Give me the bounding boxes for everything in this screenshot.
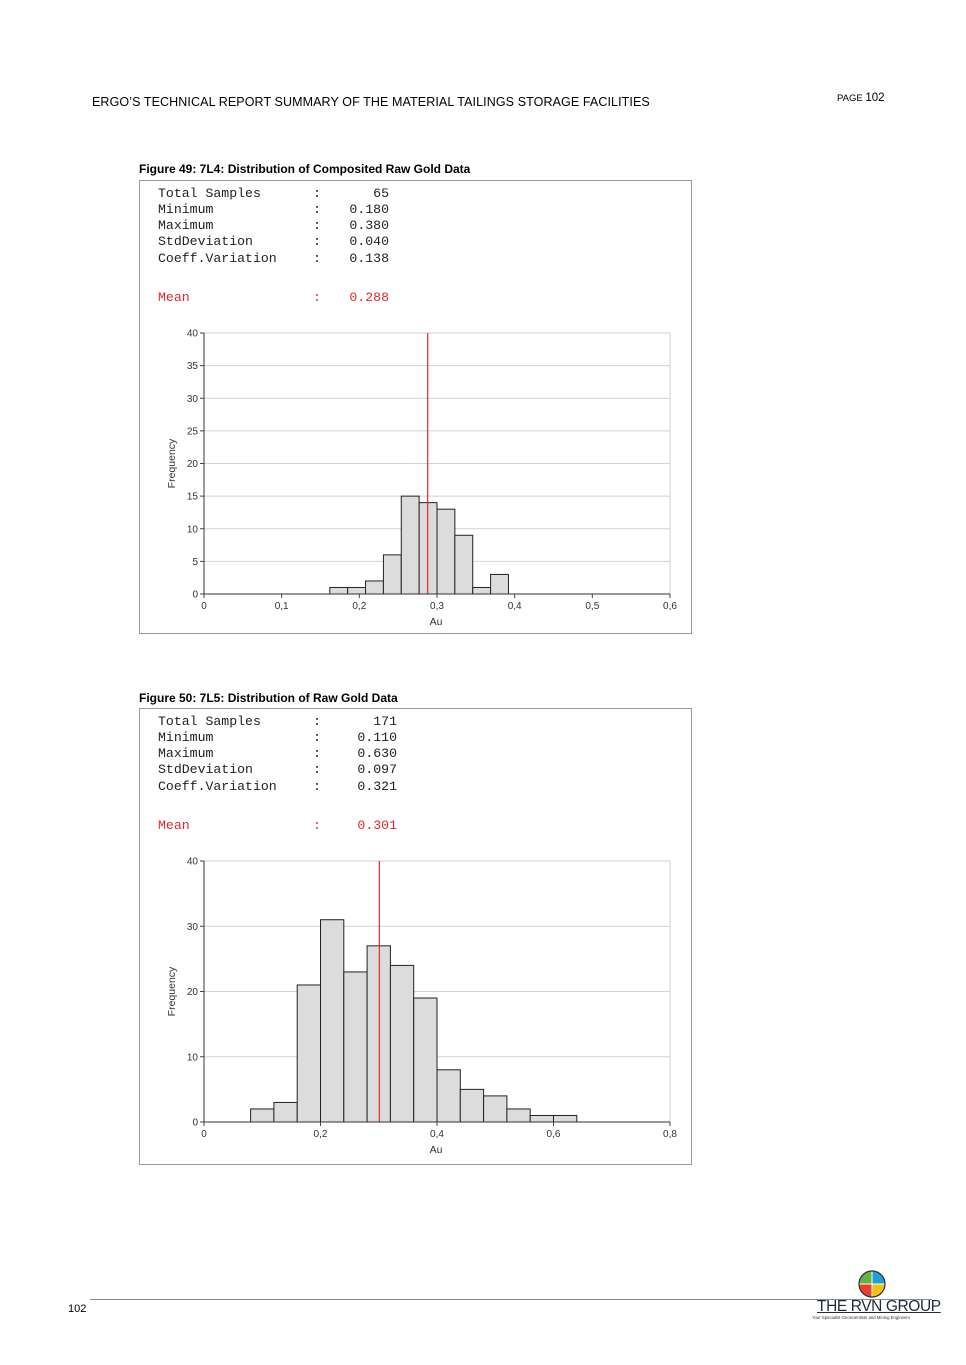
figure-49-caption: Figure 49: 7L4: Distribution of Composited Raw Gold Data — [139, 162, 471, 176]
stat-label: Maximum — [158, 746, 214, 761]
stat-separator: : — [313, 234, 321, 249]
stat-label: StdDeviation — [158, 762, 253, 777]
stat-value: 0.110 — [357, 730, 397, 745]
mean-value: 0.288 — [349, 290, 389, 305]
histogram-bar — [530, 1115, 553, 1122]
page-prefix: PAGE — [837, 93, 863, 104]
x-tick-label: 0,5 — [585, 601, 600, 612]
figure-50-histogram — [140, 709, 693, 1166]
x-tick-label: 0,6 — [663, 601, 677, 612]
stat-value: 0.180 — [349, 202, 389, 217]
histogram-bar — [473, 587, 491, 594]
stat-separator: : — [313, 186, 321, 201]
histogram-bar — [437, 509, 455, 594]
stat-label: Coeff.Variation — [158, 251, 277, 266]
figure-49-histogram — [140, 181, 693, 635]
stat-value: 0.097 — [357, 762, 397, 777]
y-tick-label: 40 — [186, 856, 198, 868]
x-axis-label: Au — [429, 1144, 443, 1156]
stat-separator: : — [313, 730, 321, 745]
y-tick-label: 20 — [186, 459, 198, 470]
y-tick-label: 20 — [186, 987, 198, 998]
histogram-bar — [366, 581, 384, 594]
report-title: ERGO’S TECHNICAL REPORT SUMMARY OF THE MATERIAL TAILINGS STORAGE FACILITIES — [92, 95, 650, 109]
rvn-logo-mark — [812, 1268, 934, 1298]
x-tick-label: 0,4 — [430, 1129, 444, 1140]
y-tick-label: 10 — [186, 1052, 198, 1064]
histogram-bar — [460, 1089, 483, 1122]
stat-value: 0.380 — [349, 218, 389, 233]
stat-label: Maximum — [158, 218, 214, 233]
stat-separator: : — [313, 762, 321, 777]
stat-separator: : — [313, 746, 321, 761]
stat-label: Coeff.Variation — [158, 779, 277, 794]
y-axis-label: Frequency — [166, 438, 178, 489]
y-tick-label: 25 — [186, 426, 198, 438]
y-tick-label: 35 — [186, 361, 198, 373]
x-tick-label: 0,2 — [352, 601, 367, 612]
histogram-bar — [251, 1109, 274, 1122]
stat-value: 0.040 — [349, 234, 389, 249]
y-tick-label: 30 — [186, 393, 198, 405]
header-page-number: 102 — [865, 92, 885, 104]
stat-separator: : — [313, 251, 321, 266]
stat-separator: : — [313, 218, 321, 233]
stat-value: 0.630 — [357, 746, 397, 761]
header-page-label — [837, 92, 885, 104]
y-tick-label: 0 — [192, 589, 198, 601]
histogram-bar — [383, 555, 401, 594]
y-tick-label: 5 — [192, 556, 198, 568]
stat-label: Minimum — [158, 202, 214, 217]
histogram-bar — [330, 587, 348, 594]
mean-separator: : — [313, 290, 321, 305]
histogram-bar — [401, 496, 419, 594]
histogram-bar — [455, 535, 473, 594]
logo-name: THE RVN GROUP — [817, 1298, 941, 1315]
x-tick-label: 0,3 — [430, 601, 444, 612]
histogram-bar — [491, 574, 509, 594]
figure-50-panel — [139, 708, 692, 1165]
x-tick-label: 0 — [201, 1129, 207, 1140]
histogram-bar — [344, 972, 367, 1122]
histogram-bar — [484, 1096, 507, 1122]
figure-49-panel — [139, 180, 692, 634]
y-axis-label: Frequency — [166, 966, 178, 1017]
stat-label: StdDeviation — [158, 234, 253, 249]
stat-value: 0.138 — [349, 251, 389, 266]
y-tick-label: 0 — [192, 1117, 198, 1129]
histogram-bar — [274, 1102, 297, 1122]
stat-separator: : — [313, 714, 321, 729]
mean-value: 0.301 — [357, 818, 397, 833]
footer-page-number: 102 — [68, 1303, 87, 1315]
histogram-bar — [297, 985, 320, 1122]
stat-label: Total Samples — [158, 714, 261, 729]
stat-label: Total Samples — [158, 186, 261, 201]
histogram-bar — [390, 965, 413, 1122]
histogram-bar — [507, 1109, 530, 1122]
figure-50-caption: Figure 50: 7L5: Distribution of Raw Gold Data — [139, 691, 398, 705]
histogram-bar — [348, 587, 366, 594]
histogram-bar — [437, 1070, 460, 1122]
stat-separator: : — [313, 202, 321, 217]
y-tick-label: 15 — [186, 491, 198, 503]
mean-label: Mean — [158, 818, 190, 833]
stat-value: 65 — [373, 186, 389, 201]
rvn-group-logo — [812, 1268, 941, 1324]
x-tick-label: 0,1 — [274, 601, 289, 612]
stat-value: 171 — [373, 714, 397, 729]
stat-value: 0.321 — [357, 779, 397, 794]
histogram-bar — [321, 920, 344, 1122]
mean-separator: : — [313, 818, 321, 833]
y-tick-label: 10 — [186, 524, 198, 536]
x-axis-label: Au — [429, 616, 443, 628]
mean-label: Mean — [158, 290, 190, 305]
stat-label: Minimum — [158, 730, 214, 745]
x-tick-label: 0 — [201, 601, 207, 612]
histogram-bar — [554, 1115, 577, 1122]
x-tick-label: 0,6 — [546, 1129, 561, 1140]
histogram-bar — [414, 998, 437, 1122]
stat-separator: : — [313, 779, 321, 794]
y-tick-label: 30 — [186, 921, 198, 933]
x-tick-label: 0,4 — [507, 601, 522, 612]
x-tick-label: 0,2 — [313, 1129, 328, 1140]
footer-divider — [90, 1299, 932, 1300]
logo-tagline: Your Specialist Geoscientists and Mining Engineers — [812, 1315, 911, 1320]
y-tick-label: 40 — [186, 328, 198, 340]
x-tick-label: 0,8 — [663, 1129, 677, 1140]
